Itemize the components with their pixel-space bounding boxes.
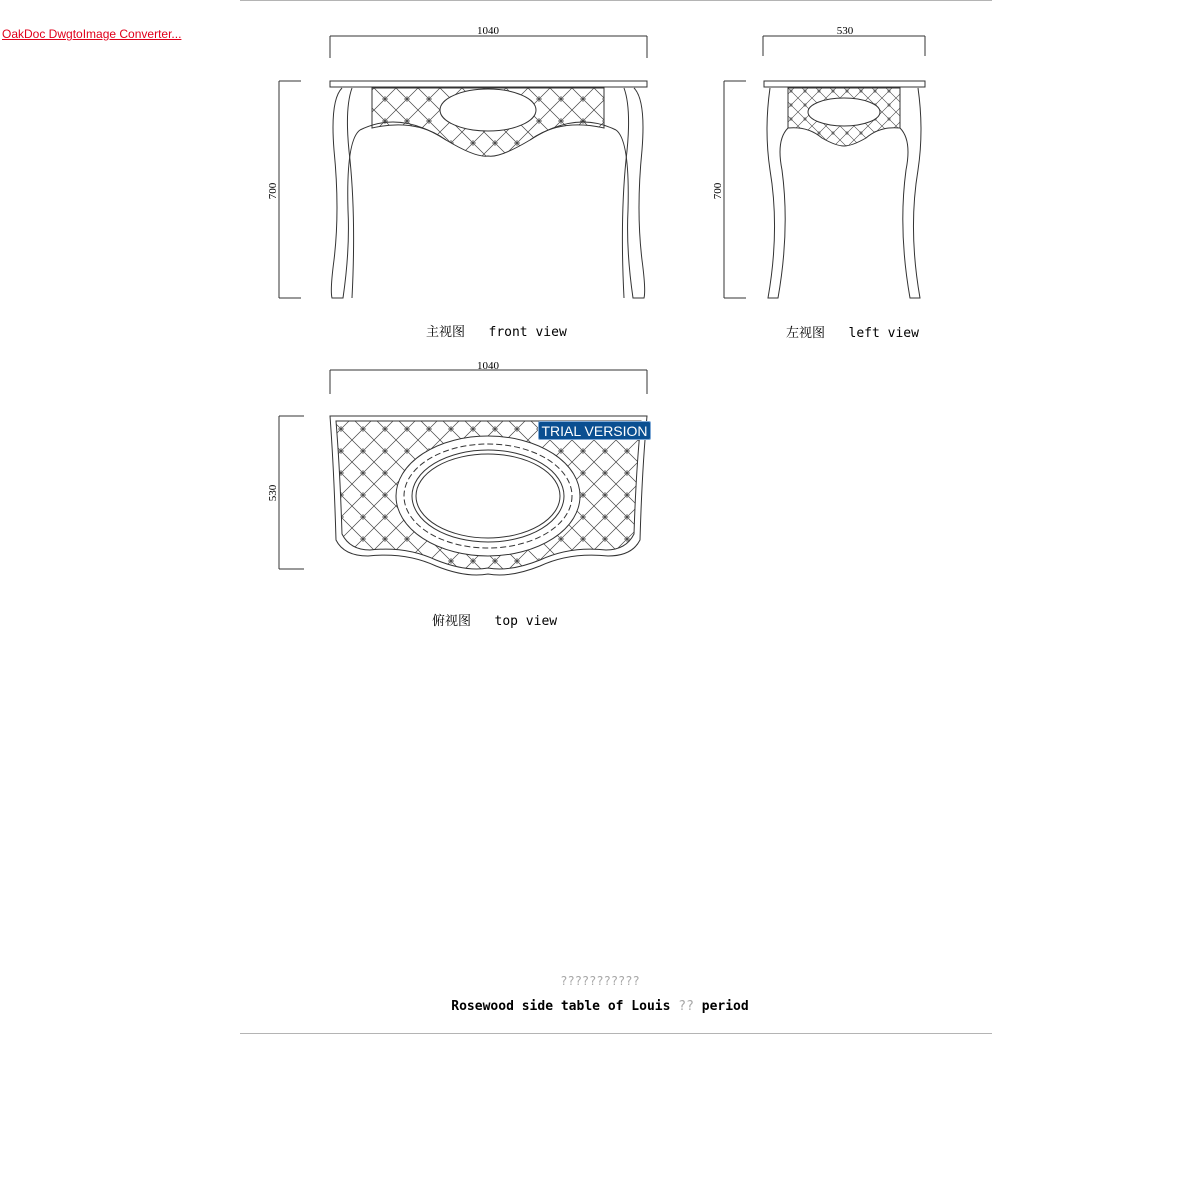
left-view-caption xyxy=(786,322,919,341)
front-view-caption-en: front view xyxy=(488,325,567,340)
top-view xyxy=(279,370,647,575)
top-width-dimension xyxy=(330,370,647,394)
left-width-label: 530 xyxy=(836,25,854,37)
front-view xyxy=(279,36,647,298)
left-medallion xyxy=(808,98,880,126)
top-depth-label: 530 xyxy=(267,484,279,502)
top-view-caption-en: top view xyxy=(494,614,558,629)
top-width-label: 1040 xyxy=(477,360,499,372)
left-height-dimension xyxy=(724,81,746,298)
front-height-dimension xyxy=(279,81,301,298)
front-medallion xyxy=(440,89,536,131)
footer-title-en xyxy=(0,999,1200,1014)
trial-version-watermark: TRIAL VERSION xyxy=(538,421,651,440)
footer-title-en-missing: ?? xyxy=(678,999,694,1014)
left-view xyxy=(724,36,925,298)
front-view-caption-zh: 主视图 xyxy=(426,325,466,340)
front-right-leg xyxy=(616,88,645,298)
left-front-leg xyxy=(767,88,788,298)
front-height-label: 700 xyxy=(267,182,279,200)
left-tabletop xyxy=(764,81,925,87)
left-view-caption-en: left view xyxy=(848,326,919,341)
top-depth-dimension xyxy=(279,416,304,569)
left-height-label: 700 xyxy=(712,182,724,200)
top-view-caption xyxy=(432,610,557,629)
footer-title-en-part2: period xyxy=(701,999,749,1014)
front-width-dimension xyxy=(330,36,647,58)
left-back-leg xyxy=(900,88,921,298)
top-view-caption-zh: 俯视图 xyxy=(432,614,472,629)
converter-link[interactable]: OakDoc DwgtoImage Converter... xyxy=(2,27,182,41)
footer-title-en-part1: Rosewood side table of Louis xyxy=(451,999,671,1014)
left-width-dimension xyxy=(763,36,925,56)
footer-title-zh: ??????????? xyxy=(560,974,640,988)
left-view-caption-zh: 左视图 xyxy=(786,326,826,341)
front-width-label: 1040 xyxy=(477,25,499,37)
front-left-leg xyxy=(331,88,360,298)
front-view-caption xyxy=(426,321,567,340)
front-tabletop xyxy=(330,81,647,87)
